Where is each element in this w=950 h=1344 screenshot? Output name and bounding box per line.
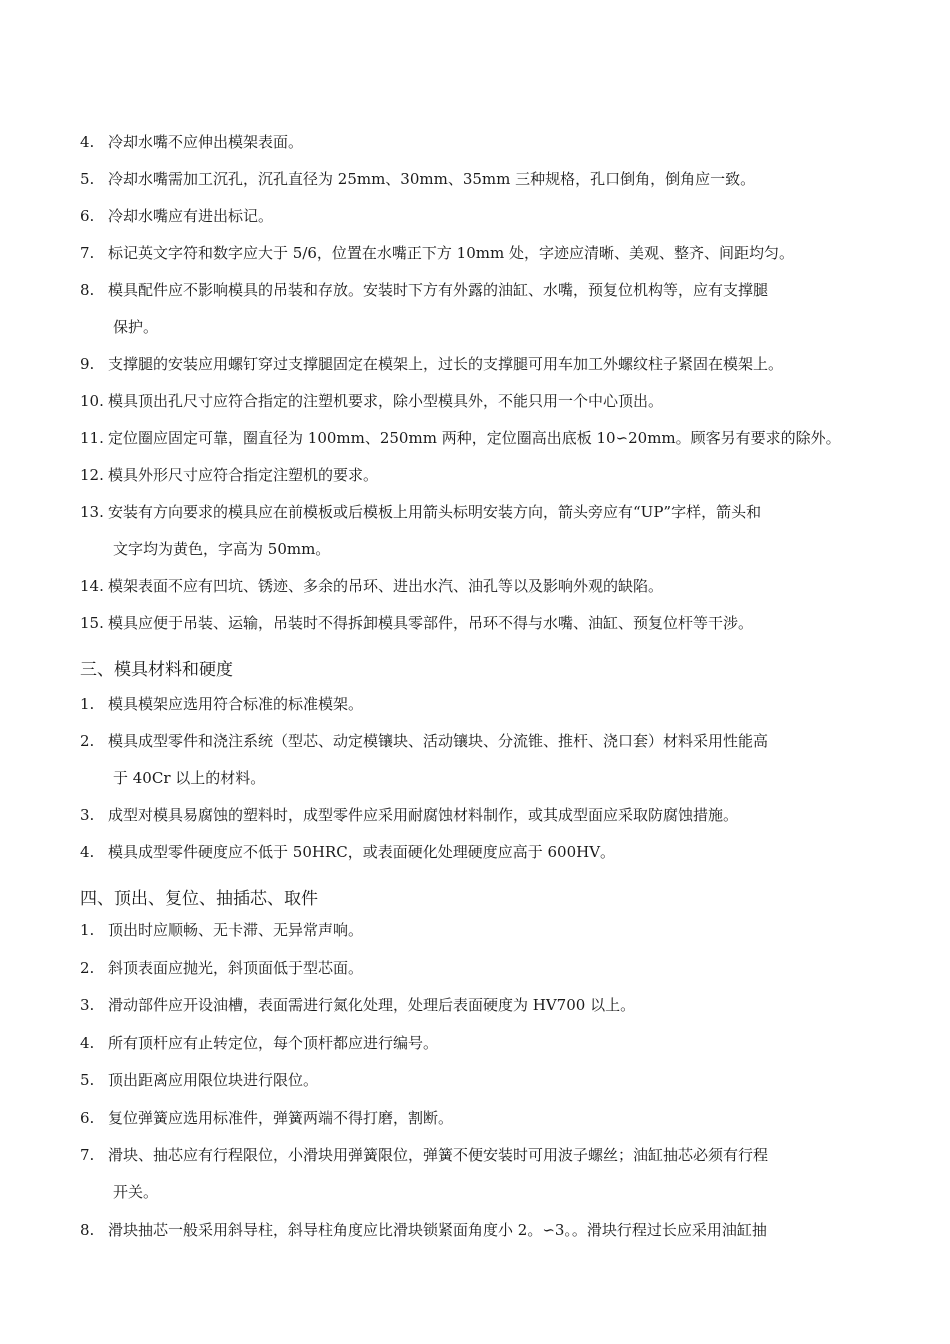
item-text: 模具应便于吊装、运输，吊装时不得拆卸模具零部件，吊环不得与水嘴、油缸、预复位杆等干涉。 (108, 614, 754, 632)
item-number: 5. (80, 1071, 95, 1089)
list-item (80, 950, 880, 987)
item-number: 2. (80, 959, 95, 977)
item-text: 滑块、抽芯应有行程限位，小滑块用弹簧限位，弹簧不便安装时可用波子螺丝；油缸抽芯必须有行程 (108, 1146, 769, 1164)
item-number: 15. (80, 614, 104, 632)
list-item (80, 383, 880, 420)
list-item (80, 1137, 880, 1211)
list-item (80, 1212, 880, 1249)
item-text-continuation: 开关。 (113, 1183, 159, 1201)
list-item (80, 723, 880, 797)
item-number: 3. (80, 806, 95, 824)
item-number: 4. (80, 133, 95, 151)
item-text: 滑动部件应开设油槽，表面需进行氮化处理，处理后表面硬度为 HV700 以上。 (108, 996, 636, 1014)
item-number: 13. (80, 503, 104, 521)
item-number: 6. (80, 1109, 95, 1127)
item-text: 复位弹簧应选用标准件，弹簧两端不得打磨，割断。 (108, 1109, 454, 1127)
list-item (80, 1100, 880, 1137)
item-text-continuation: 保护。 (113, 318, 159, 336)
item-text: 定位圈应固定可靠，圈直径为 100mm、250mm 两种，定位圈高出底板 10∽20mm。顾客另有要求的除外。 (108, 429, 841, 447)
item-text: 模架表面不应有凹坑、锈迹、多余的吊环、进出水汽、油孔等以及影响外观的缺陷。 (108, 577, 664, 595)
item-text: 冷却水嘴需加工沉孔，沉孔直径为 25mm、30mm、35mm 三种规格，孔口倒角，倒角应一致。 (108, 170, 756, 188)
list-item (80, 797, 880, 834)
item-number: 8. (80, 281, 95, 299)
item-number: 12. (80, 466, 104, 484)
item-number: 5. (80, 170, 95, 188)
item-number: 9. (80, 355, 95, 373)
section-heading: 三、模具材料和硬度 (80, 660, 233, 680)
item-text: 冷却水嘴不应伸出模架表面。 (108, 133, 304, 151)
item-text: 滑块抽芯一般采用斜导柱，斜导柱角度应比滑块锁紧面角度小 2。∽3。。滑块行程过长应采用油缸抽 (108, 1221, 767, 1239)
list-item (80, 686, 880, 723)
list-item (80, 457, 880, 494)
list-item (80, 1025, 880, 1062)
item-text: 模具成型零件和浇注系统（型芯、动定模镶块、活动镶块、分流锥、推杆、浇口套）材料采用性能高 (108, 732, 769, 750)
item-text: 模具外形尺寸应符合指定注塑机的要求。 (108, 466, 379, 484)
item-text: 顶出时应顺畅、无卡滞、无异常声响。 (108, 921, 364, 939)
item-number: 4. (80, 843, 95, 861)
list-item (80, 420, 880, 457)
item-text: 安装有方向要求的模具应在前模板或后模板上用箭头标明安装方向，箭头旁应有“UP”字样，箭头和 (108, 503, 762, 521)
item-text: 成型对模具易腐蚀的塑料时，成型零件应采用耐腐蚀材料制作，或其成型面应采取防腐蚀措施。 (108, 806, 739, 824)
item-text: 所有顶杆应有止转定位，每个顶杆都应进行编号。 (108, 1034, 439, 1052)
item-text: 模具模架应选用符合标准的标准模架。 (108, 695, 364, 713)
item-text: 标记英文字符和数字应大于 5/6，位置在水嘴正下方 10mm 处，字迹应清晰、美观、整齐、间距均匀。 (108, 244, 794, 262)
list-item (80, 124, 880, 161)
item-number: 3. (80, 996, 95, 1014)
item-text: 模具成型零件硬度应不低于 50HRC，或表面硬化处理硬度应高于 600HV。 (108, 843, 616, 861)
item-text: 冷却水嘴应有进出标记。 (108, 207, 274, 225)
list-item (80, 272, 880, 346)
item-text: 模具配件应不影响模具的吊装和存放。安装时下方有外露的油缸、水嘴，预复位机构等，应有支撑腿 (108, 281, 769, 299)
item-text: 模具顶出孔尺寸应符合指定的注塑机要求，除小型模具外，不能只用一个中心顶出。 (108, 392, 664, 410)
list-item (80, 235, 880, 272)
item-text-continuation: 于 40Cr 以上的材料。 (113, 769, 266, 787)
item-number: 1. (80, 695, 95, 713)
list-item (80, 605, 880, 642)
item-text: 顶出距离应用限位块进行限位。 (108, 1071, 319, 1089)
list-item (80, 198, 880, 235)
item-text: 斜顶表面应抛光，斜顶面低于型芯面。 (108, 959, 364, 977)
item-number: 7. (80, 244, 95, 262)
list-item (80, 834, 880, 871)
item-text: 支撑腿的安装应用螺钉穿过支撑腿固定在模架上，过长的支撑腿可用车加工外螺纹柱子紧固在模架上。 (108, 355, 784, 373)
list-item (80, 494, 880, 568)
list-item (80, 1062, 880, 1099)
item-number: 8. (80, 1221, 95, 1239)
item-number: 1. (80, 921, 95, 939)
list-item (80, 568, 880, 605)
item-number: 11. (80, 429, 104, 447)
item-number: 7. (80, 1146, 95, 1164)
section-heading: 四、顶出、复位、抽插芯、取件 (80, 889, 318, 909)
item-number: 14. (80, 577, 104, 595)
list-item (80, 161, 880, 198)
list-item (80, 346, 880, 383)
item-number: 10. (80, 392, 104, 410)
list-item (80, 987, 880, 1024)
item-text-continuation: 文字均为黄色，字高为 50mm。 (113, 540, 331, 558)
item-number: 2. (80, 732, 95, 750)
item-number: 6. (80, 207, 95, 225)
item-number: 4. (80, 1034, 95, 1052)
list-item (80, 912, 880, 949)
